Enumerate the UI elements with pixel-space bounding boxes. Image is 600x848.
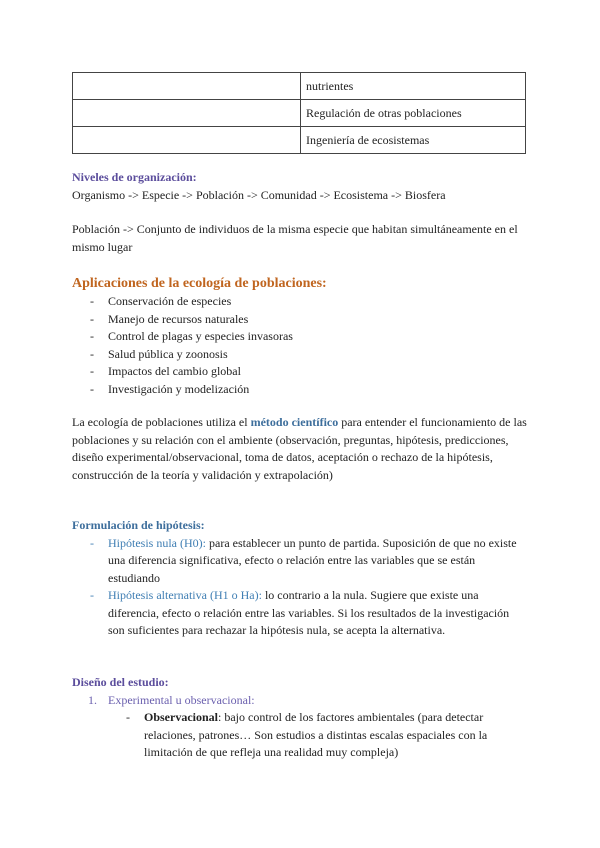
table-cell: Ingeniería de ecosistemas (301, 127, 526, 154)
list-item-text: Manejo de recursos naturales (108, 311, 249, 326)
table-row (73, 73, 526, 100)
sub-item-term: Observacional (144, 710, 218, 724)
list-item (72, 381, 528, 399)
hipotesis-heading: Formulación de hipótesis: (72, 518, 205, 532)
dash-marker: - (90, 364, 94, 378)
dash-marker: - (126, 710, 130, 724)
hipotesis-text: lo contrario a la nula. Sugiere que existe una diferencia, efecto o relación entre las variables. Si los resultados de la investigación son suficientes para rechazar la hipótesis nula, se acepta la alternativa. (108, 588, 510, 637)
aplicaciones-section (72, 274, 528, 398)
sub-list-item (72, 709, 528, 762)
poblacion-definition: Población -> Conjunto de individuos de la misma especie que habitan simultáneamente en el mismo lugar (72, 222, 518, 254)
table-cell (73, 127, 301, 154)
dash-marker: - (90, 346, 94, 361)
hipotesis-text: para establecer un punto de partida. Suposición de que no existe una diferencia significativa, efecto o relación entre las variables que se están estudiando (108, 535, 517, 585)
diseno-section (72, 674, 528, 762)
table-cell: Regulación de otras poblaciones (301, 100, 526, 127)
dash-marker: - (90, 311, 94, 326)
list-item (72, 535, 528, 588)
numbered-item (72, 692, 528, 710)
metodo-paragraph (72, 414, 528, 484)
dash-marker: - (90, 381, 94, 396)
table-cell: nutrientes (301, 73, 526, 100)
aplicaciones-heading: Aplicaciones de la ecología de poblaciones: (72, 276, 327, 291)
metodo-after: para entender el funcionamiento de las poblaciones y su relación con el ambiente (observación, preguntas, hipótesis, predicciones, diseño experimental/observacional, toma de datos, aceptación o rechazo de la hipótesis, construcción de la teoría y validación y extrapolación) (72, 415, 527, 482)
hipotesis-term: Hipótesis nula (H0): (108, 535, 206, 550)
list-item-text: Conservación de especies (108, 294, 232, 308)
numbered-item-text: Experimental u observacional: (108, 692, 255, 707)
list-item (72, 293, 528, 311)
diseno-heading: Diseño del estudio: (72, 675, 169, 689)
table-cell (73, 73, 301, 100)
number-marker: 1. (88, 692, 97, 707)
table-row (73, 127, 526, 154)
list-item-text: Salud pública y zoonosis (108, 346, 228, 361)
list-item (72, 311, 528, 329)
summary-table (72, 72, 526, 154)
list-item-text: Impactos del cambio global (108, 364, 241, 378)
dash-marker: - (90, 535, 94, 550)
table-cell (73, 100, 301, 127)
niveles-text: Organismo -> Especie -> Población -> Comunidad -> Ecosistema -> Biosfera (72, 187, 446, 202)
list-item (72, 363, 528, 381)
hipotesis-term: Hipótesis alternativa (H1 o Ha): (108, 588, 262, 602)
dash-marker: - (90, 329, 94, 343)
dash-marker: - (90, 588, 94, 602)
hipotesis-section (72, 517, 528, 640)
metodo-before: La ecología de poblaciones utiliza el (72, 415, 251, 429)
metodo-highlight: método científico (250, 415, 339, 429)
dash-marker: - (90, 294, 94, 308)
list-item-text: Investigación y modelización (108, 381, 250, 396)
list-item (72, 346, 528, 364)
niveles-heading: Niveles de organización: (72, 170, 197, 184)
niveles-section (72, 169, 528, 204)
hipotesis-list (72, 535, 528, 640)
list-item-text: Control de plagas y especies invasoras (108, 329, 293, 343)
aplicaciones-list (72, 293, 528, 398)
list-item (72, 587, 528, 640)
list-item (72, 328, 528, 346)
sub-item-text: : bajo control de los factores ambientales (para detectar relaciones, patrones… Son estudios a distintas escalas espaciales con la limitación de que refleja una realidad muy compleja) (144, 710, 488, 759)
table-row (73, 100, 526, 127)
